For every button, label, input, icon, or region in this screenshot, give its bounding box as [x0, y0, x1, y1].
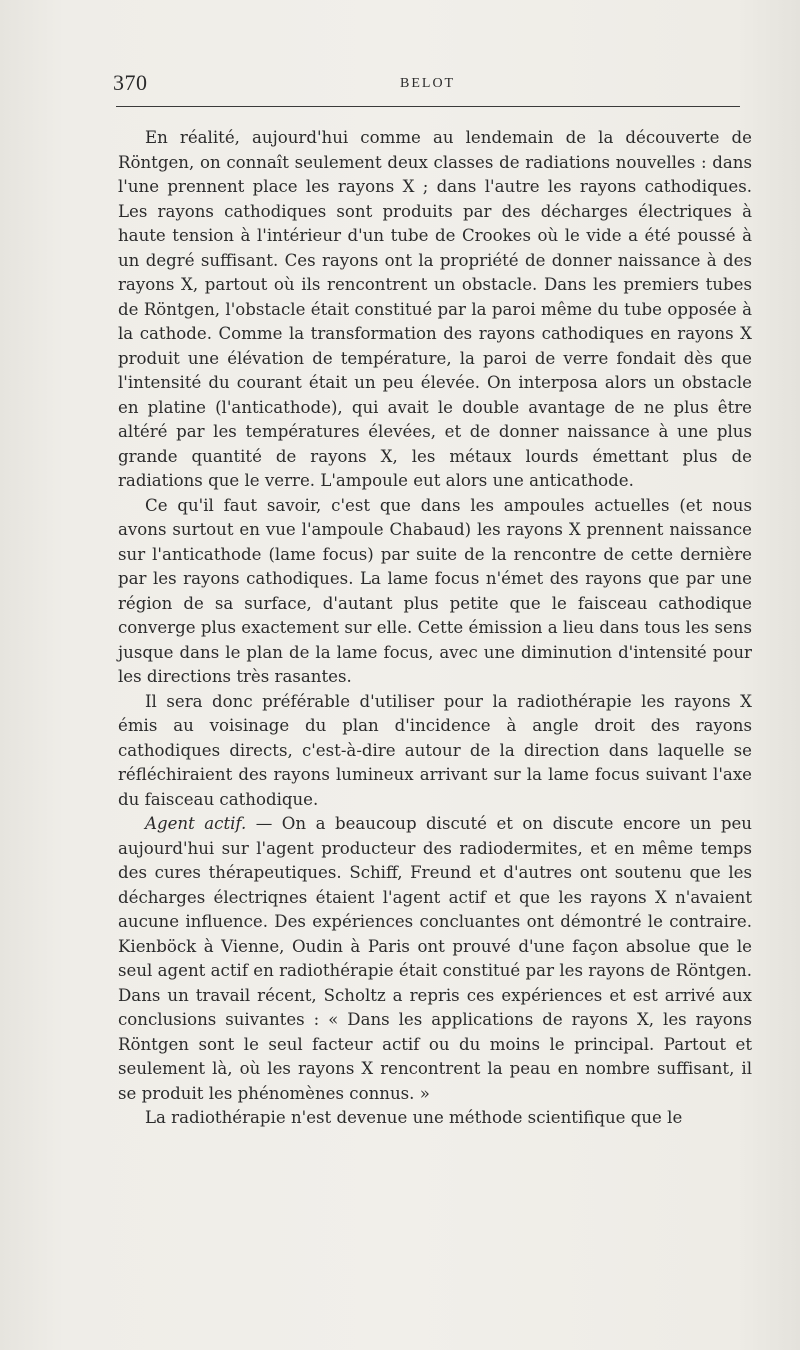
body-text: [118, 126, 752, 1131]
header-rule: [116, 106, 740, 107]
section-heading: Agent actif.: [145, 814, 247, 833]
paragraph: [118, 812, 752, 1106]
page-number: 370: [113, 70, 148, 95]
paragraph-body: — On a beaucoup discuté et on discute encore un peu aujourd'hui sur l'agent producteur des radiodermites, et en même temps des cures thérapeutiques. Schiff, Freund et d'autres ont soutenu que les décharges électriqnes étaient l'agent actif et que les rayons X n'avaient aucune influence. Des expériences concluantes ont démontré le contraire. Kienböck à Vienne, Oudin à Paris ont prouvé d'une façon absolue que le seul agent actif en radiothérapie était constitué par les rayons de Röntgen. Dans un travail récent, Scholtz a repris ces expériences et est arrivé aux conclusions suivantes : « Dans les applications de rayons X, les rayons Röntgen sont le seul facteur actif ou du moins le principal. Partout et seulement là, où les rayons X rencontrent la peau en nombre suffisant, il se produit les phénomènes connus. »: [118, 814, 752, 1103]
running-head: BELOT: [400, 76, 456, 91]
paragraph: Ce qu'il faut savoir, c'est que dans les ampoules actuelles (et nous avons surtout en vue l'ampoule Chabaud) les rayons X prennent naissance sur l'anticathode (lame focus) par suite de la rencontre de cette dernière par les rayons cathodiques. La lame focus n'émet des rayons que par une région de sa surface, d'autant plus petite que le faisceau cathodique converge plus exactement sur elle. Cette émission a lieu dans tous les sens jusque dans le plan de la lame focus, avec une diminution d'intensité pour les directions très rasantes.: [118, 495, 752, 686]
paragraph: En réalité, aujourd'hui comme au lendemain de la découverte de Röntgen, on connaît seulement deux classes de radiations nouvelles : dans l'une prennent place les rayons X ; dans l'autre les rayons cathodiques. Les rayons cathodiques sont produits par des décharges électriques à haute tension à l'intérieur d'un tube de Crookes où le vide a été poussé à un degré suffisant. Ces rayons ont la propriété de donner naissance à des rayons X, partout où ils rencontrent un obstacle. Dans les premiers tubes de Röntgen, l'obstacle était constitué par la paroi même du tube opposée à la cathode. Comme la transformation des rayons cathodiques en rayons X produit une élévation de température, la paroi de verre fondait dès que l'intensité du courant était un peu élevée. On interposa alors un obstacle en platine (l'anticathode), qui avait le double avantage de ne plus être altéré par les températures élevées, et de donner naissance à une plus grande quantité de rayons X, les métaux lourds émettant plus de radiations que le verre. L'ampoule eut alors une anticathode.: [118, 128, 752, 490]
paragraph: Il sera donc préférable d'utiliser pour la radiothérapie les rayons X émis au voisinage du plan d'incidence à angle droit des rayons cathodiques directs, c'est-à-dire autour de la direction dans laquelle se réfléchiraient des rayons lumineux arrivant sur la lame focus suivant l'axe du faisceau cathodique.: [118, 691, 752, 809]
paragraph: La radiothérapie n'est devenue une méthode scientifique que le: [145, 1108, 683, 1127]
